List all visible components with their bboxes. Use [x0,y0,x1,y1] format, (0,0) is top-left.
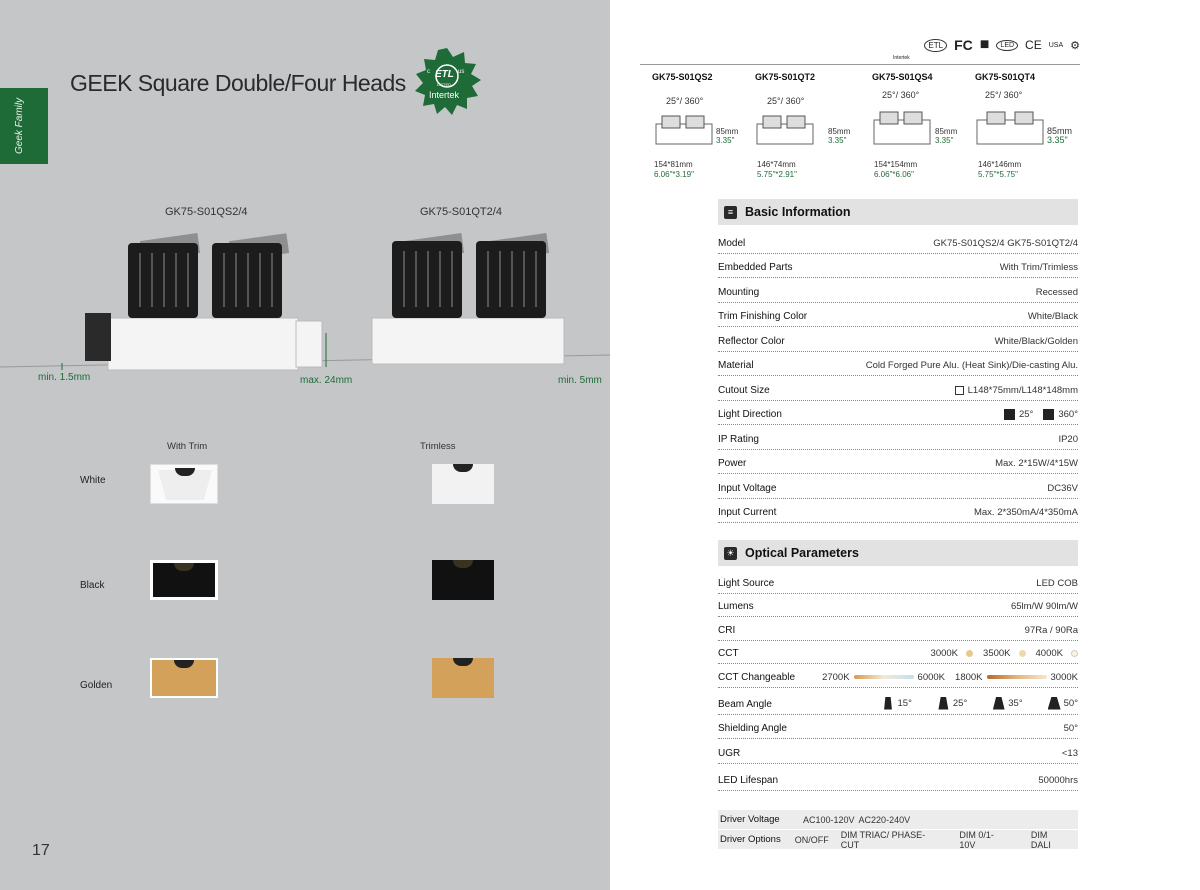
height-in: 3.35" [1047,135,1068,145]
spec-row-shielding [718,715,1078,739]
variant-qt2 [755,72,865,179]
spec-value: LED COB [1036,577,1078,589]
badge-right: us [458,69,465,75]
spec-row-current [718,499,1078,524]
spec-row-voltage [718,474,1078,499]
header-trimless: Trimless [420,441,456,452]
spec-key: Model [718,237,746,249]
badge-mark: ETL [435,69,454,80]
spec-row-mounting [718,278,1078,303]
section-title: Basic Information [745,205,851,219]
spec-key: Light Direction [718,409,782,420]
size-in: 5.75"*5.75" [978,170,1018,179]
certification-strip [924,36,1080,54]
cct-value: 3500K [983,648,1011,659]
finish-label-white: White [80,475,106,486]
driver-option: DIM TRIAC/ PHASE-CUT [840,829,926,850]
spec-row-cri [718,617,1078,641]
cct-range-from: 2700K [822,671,850,683]
spec-value: 97Ra / 90Ra [1024,624,1078,636]
spec-value: Recessed [1035,286,1078,298]
driver-voltage-row [718,810,1078,829]
header-with-trim: With Trim [167,441,208,452]
driver-table [718,810,1078,850]
spec-value: 50° [1063,722,1078,734]
etl-cert-icon: ETL [924,39,947,52]
spec-value: Max. 2*15W/4*15W [995,458,1078,469]
spec-row-power [718,450,1078,475]
spec-row-embedded [718,254,1078,279]
spec-value: Cold Forged Pure Alu. (Heat Sink)/Die-casting Alu. [865,360,1078,371]
spec-row-light-source [718,570,1078,594]
swatch-black-trimless [432,560,494,600]
header-divider [640,64,1080,65]
spec-row-trim-color [718,303,1078,328]
usa-cert-icon: USA [1048,41,1064,49]
cct-value: 3000K [930,648,959,659]
section-title: Optical Parameters [745,546,859,560]
spec-key: Trim Finishing Color [718,311,808,322]
variant-height [716,127,738,145]
side-tab-label: Geek Family [14,97,25,154]
fcc-cert-icon: FC [954,37,973,53]
height-mm: 85mm [716,127,739,136]
optical-table [718,570,1078,791]
sun-icon: ☀ [724,547,737,560]
variant-height [935,127,957,145]
spec-row-reflector-color [718,327,1078,352]
beam-value: 35° [1008,697,1023,709]
driver-option: AC220-240V [858,814,911,825]
beam-value: 25° [952,697,968,709]
spec-key: CRI [718,624,736,636]
size-mm: 146*146mm [978,160,1022,169]
size-in: 5.75"*2.91" [757,170,797,179]
spec-key: Mounting [718,286,760,298]
spec-key: Power [718,458,747,469]
spec-key: Beam Angle [718,698,772,710]
swatch-black-trim [150,560,218,600]
spec-value: 65lm/W 90lm/W [1010,601,1078,612]
page-title: GEEK Square Double/Four Heads [70,70,406,96]
height-mm: 85mm [1047,126,1073,136]
cct-range-from: 1800K [955,671,983,683]
spec-row-cct-changeable [718,664,1078,688]
variant-qs2 [652,72,762,179]
finish-label-golden: Golden [80,680,113,691]
variant-size [874,160,917,180]
cct-gradient-icon [987,675,1047,679]
spec-key: Light Source [718,577,775,589]
swatch-golden-trimless [432,658,494,698]
driver-options-row [718,830,1078,849]
size-in: 6.06"*3.19" [654,170,694,179]
driver-option: ON/OFF [794,834,829,845]
spec-value: White/Black [1027,311,1078,322]
driver-option: DIM 0/1-10V [959,829,994,850]
info-icon: ≡ [724,206,737,219]
spec-row-lumens [718,594,1078,618]
variant-drawing [652,112,716,152]
spec-value: 50000hrs [1038,774,1078,786]
cct-dot-icon [1071,650,1078,657]
spec-row-cct [718,641,1078,665]
spec-key: Embedded Parts [718,262,793,273]
spec-value [882,697,1079,710]
fixture-illustration [0,225,610,395]
badge-top: c [427,69,430,75]
size-mm: 154*154mm [874,160,918,169]
spec-key: CCT [718,648,739,659]
size-in: 6.06"*6.06" [874,170,914,179]
dark-box-icon: ■ [979,36,990,53]
cct-range-to: 3000K [1050,671,1078,683]
rotate-direction-icon [1043,409,1054,420]
beam-value: 50° [1063,697,1078,709]
height-in: 3.35" [828,136,847,145]
cct-value: 4000K [1035,648,1063,659]
basic-info-table [718,229,1078,523]
spec-key: LED Lifespan [718,774,779,786]
spec-row-material [718,352,1078,377]
spec-value [1004,409,1078,420]
finish-label-black: Black [80,580,105,591]
swatch-golden-trim [150,658,218,698]
cert-sub: Intertek [893,55,910,61]
spec-key: Input Current [718,507,777,518]
variant-angle: 25°/ 360° [767,96,805,106]
spec-row-ip [718,425,1078,450]
spec-key: Material [718,360,754,371]
spec-row-ugr [718,739,1078,764]
model-caption-qs: GK75-S01QS2/4 [165,206,248,218]
height-mm: 85mm [828,127,851,136]
dim-min-right: min. 5mm [558,375,602,386]
dim-min-left: min. 1.5mm [38,372,91,383]
variant-model: GK75-S01QS4 [872,72,933,82]
cct-dot-icon [966,650,973,657]
spec-value [822,672,1078,683]
spec-value [955,385,1078,396]
variant-size [757,160,797,180]
spec-key: Lumens [718,601,754,612]
spec-row-beam-angle [718,688,1078,715]
spec-value: With Trim/Trimless [999,262,1078,273]
variant-qt4 [975,72,1085,179]
badge-name: Intertek [429,90,460,100]
direction-rotate: 360° [1058,409,1078,420]
spec-value: White/Black/Golden [994,335,1078,347]
variant-model: GK75-S01QT4 [975,72,1036,82]
size-mm: 146*74mm [757,160,796,169]
height-in: 3.35" [716,136,735,145]
spec-key: Shielding Angle [718,722,787,734]
driver-option: AC100-120V [803,814,855,825]
variant-qs4 [872,72,982,179]
variant-height [828,127,850,145]
variant-size [654,160,694,180]
spec-key: UGR [718,747,741,759]
height-mm: 85mm [935,127,958,136]
variant-angle: 25°/ 360° [666,96,704,106]
swatch-white-trim [150,464,218,504]
spec-key: CCT Changeable [718,671,796,683]
spec-row-cutout [718,376,1078,401]
beam-15-icon [882,697,895,710]
spec-row-light-direction [718,401,1078,426]
swatch-white-trimless [432,464,494,504]
variant-drawing [755,112,815,152]
spec-value: DC36V [1047,482,1078,494]
spec-key: IP Rating [718,433,759,445]
spec-value: Max. 2*350mA/4*350mA [973,507,1078,518]
spec-value: <13 [1061,747,1078,759]
gear-cert-icon: ⚙ [1070,39,1080,52]
size-mm: 154*81mm [654,160,693,169]
driver-key: Driver Options [720,834,781,845]
spec-key: Reflector Color [718,335,785,347]
led-cert-icon: LED [996,40,1018,51]
spec-value: IP20 [1058,433,1078,445]
beam-35-icon [992,697,1005,710]
variant-drawing [872,108,932,152]
variant-angle: 25°/ 360° [985,90,1023,100]
beam-50-icon [1048,697,1061,710]
spec-value [931,648,1078,659]
right-page [610,0,1200,890]
beam-25-icon [937,697,950,710]
variant-model: GK75-S01QS2 [652,72,713,82]
cct-dot-icon [1019,650,1026,657]
cutout-text: L148*75mm/L148*148mm [967,384,1078,396]
section-basic-info [718,199,1078,225]
cct-gradient-icon [854,675,914,679]
variant-size [978,160,1021,180]
model-caption-qt: GK75-S01QT2/4 [420,206,502,218]
spec-key: Cutout Size [718,384,770,396]
cutout-icon [955,386,964,395]
driver-key: Driver Voltage [720,814,780,825]
spec-key: Input Voltage [718,482,777,494]
variant-model: GK75-S01QT2 [755,72,816,82]
spec-row-model [718,229,1078,254]
variant-height [1047,127,1072,145]
section-optical [718,540,1078,566]
fixed-direction-icon [1004,409,1015,420]
ce-cert-icon: CE [1025,38,1042,52]
dim-max-middle: max. 24mm [300,375,353,386]
height-in: 3.35" [935,136,954,145]
direction-fixed: 25° [1018,409,1034,420]
beam-value: 15° [897,697,912,709]
variant-drawing [975,108,1047,152]
badge-sub: LISTED [437,82,452,87]
spec-row-lifespan [718,764,1078,791]
page-number: 17 [32,842,50,859]
driver-option: DIM DALI [1030,829,1051,850]
spec-value: GK75-S01QS2/4 GK75-S01QT2/4 [933,237,1078,249]
side-tab [0,88,48,164]
cct-range-to: 6000K [917,671,946,683]
variant-angle: 25°/ 360° [882,90,920,100]
